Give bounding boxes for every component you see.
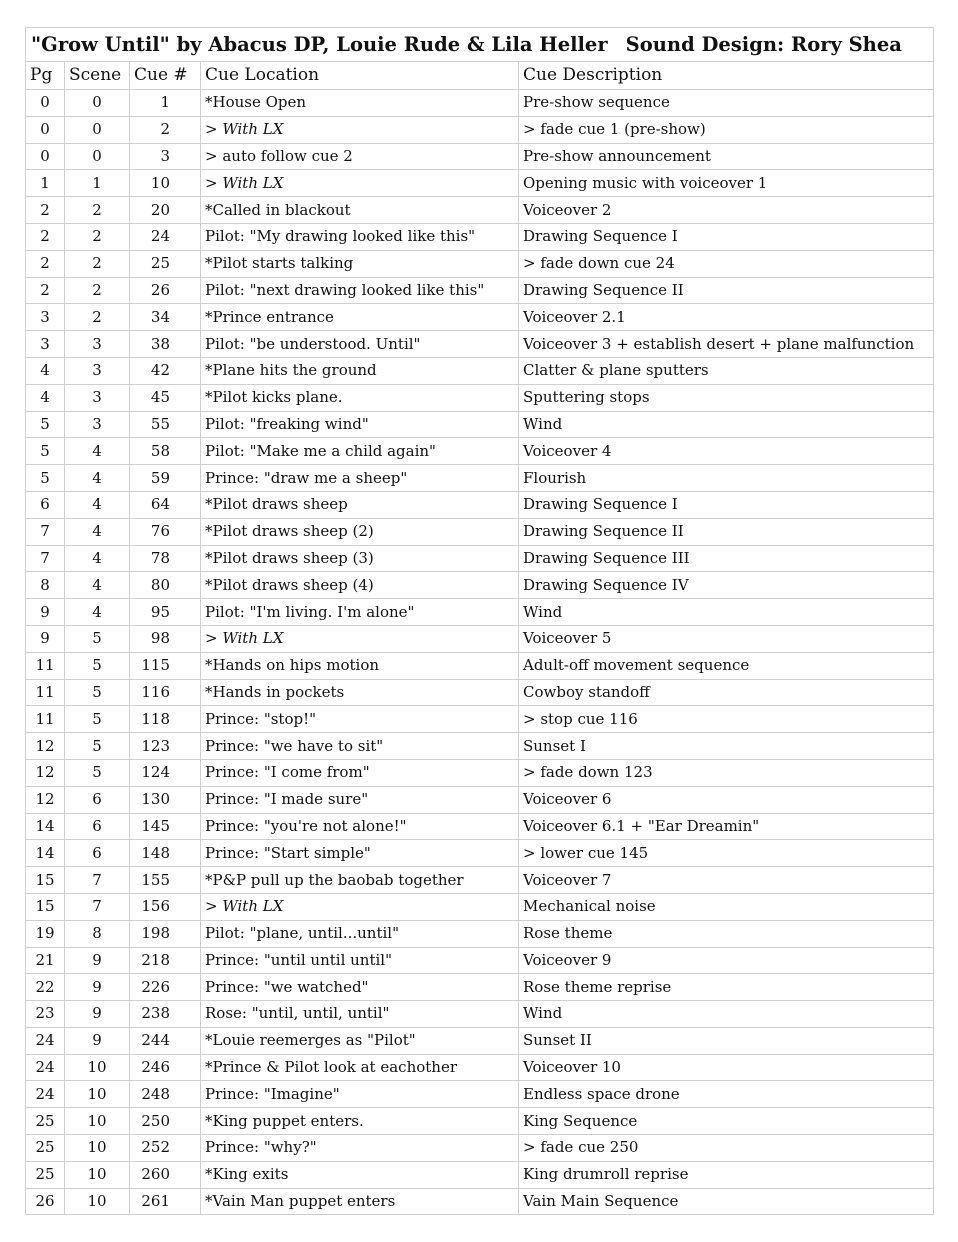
cue-location-cell: Prince: "I made sure" <box>201 786 519 813</box>
cue-number-cell: 156 <box>130 893 201 920</box>
cue-description-cell: Cowboy standoff <box>519 679 934 706</box>
cue-location-cell: Prince: "stop!" <box>201 706 519 733</box>
cue-location-cell: *House Open <box>201 90 519 117</box>
title-row <box>26 28 934 62</box>
table-row <box>26 384 934 411</box>
page-cell: 4 <box>26 357 65 384</box>
table-row <box>26 1188 934 1215</box>
scene-cell: 6 <box>65 786 130 813</box>
cue-table <box>25 27 934 1215</box>
column-header-description: Cue Description <box>519 62 934 90</box>
scene-cell: 9 <box>65 1001 130 1028</box>
page-cell: 0 <box>26 143 65 170</box>
table-row <box>26 250 934 277</box>
cue-number-cell: 78 <box>130 545 201 572</box>
page-cell: 25 <box>26 1161 65 1188</box>
table-row <box>26 840 934 867</box>
scene-cell: 3 <box>65 357 130 384</box>
cue-location-cell: Prince: "we have to sit" <box>201 733 519 760</box>
table-row <box>26 518 934 545</box>
cue-description-cell: Voiceover 4 <box>519 438 934 465</box>
table-row <box>26 759 934 786</box>
cue-location-cell: Pilot: "be understood. Until" <box>201 331 519 358</box>
cue-location-cell <box>201 893 519 920</box>
table-row <box>26 411 934 438</box>
page-cell: 25 <box>26 1108 65 1135</box>
cue-number-cell: 238 <box>130 1001 201 1028</box>
cue-description-cell: Rose theme reprise <box>519 974 934 1001</box>
table-row <box>26 920 934 947</box>
table-row <box>26 1161 934 1188</box>
cue-description-cell: > fade down cue 24 <box>519 250 934 277</box>
cue-number-cell: 261 <box>130 1188 201 1215</box>
table-row <box>26 1027 934 1054</box>
page-cell: 5 <box>26 411 65 438</box>
scene-cell: 0 <box>65 116 130 143</box>
cue-description-cell: Drawing Sequence I <box>519 491 934 518</box>
table-row <box>26 1081 934 1108</box>
column-header-location: Cue Location <box>201 62 519 90</box>
cue-description-cell: Voiceover 6.1 + "Ear Dreamin" <box>519 813 934 840</box>
cue-description-cell: Sunset II <box>519 1027 934 1054</box>
cue-number-cell: 45 <box>130 384 201 411</box>
scene-cell: 5 <box>65 625 130 652</box>
cue-number-cell: 124 <box>130 759 201 786</box>
scene-cell: 3 <box>65 384 130 411</box>
location-prefix: > <box>205 120 223 139</box>
cue-location-cell: *Pilot draws sheep <box>201 491 519 518</box>
cue-location-cell: Prince: "Imagine" <box>201 1081 519 1108</box>
page-cell: 3 <box>26 331 65 358</box>
cue-description-cell: Pre-show sequence <box>519 90 934 117</box>
cue-number-cell: 95 <box>130 599 201 626</box>
column-header-scene: Scene <box>65 62 130 90</box>
cue-number-cell: 226 <box>130 974 201 1001</box>
cue-description-cell: Voiceover 10 <box>519 1054 934 1081</box>
cue-location-cell: *Plane hits the ground <box>201 357 519 384</box>
cue-description-cell: Vain Main Sequence <box>519 1188 934 1215</box>
cue-number-cell: 25 <box>130 250 201 277</box>
page-cell: 8 <box>26 572 65 599</box>
table-row <box>26 893 934 920</box>
cue-location-cell: *Louie reemerges as "Pilot" <box>201 1027 519 1054</box>
scene-cell: 3 <box>65 411 130 438</box>
cue-description-cell: Voiceover 6 <box>519 786 934 813</box>
cue-location-cell: *King puppet enters. <box>201 1108 519 1135</box>
page-cell: 24 <box>26 1081 65 1108</box>
page-cell: 23 <box>26 1001 65 1028</box>
table-row <box>26 599 934 626</box>
cue-description-cell: Drawing Sequence III <box>519 545 934 572</box>
column-header-page: Pg <box>26 62 65 90</box>
scene-cell: 7 <box>65 867 130 894</box>
cue-number-cell: 246 <box>130 1054 201 1081</box>
table-row <box>26 813 934 840</box>
page-cell: 24 <box>26 1027 65 1054</box>
cue-number-cell: 123 <box>130 733 201 760</box>
cue-description-cell: King Sequence <box>519 1108 934 1135</box>
cue-number-cell: 76 <box>130 518 201 545</box>
table-row <box>26 1001 934 1028</box>
cue-location-cell: Pilot: "I'm living. I'm alone" <box>201 599 519 626</box>
cue-number-cell: 2 <box>130 116 201 143</box>
page-cell: 21 <box>26 947 65 974</box>
table-row <box>26 706 934 733</box>
cue-number-cell: 38 <box>130 331 201 358</box>
scene-cell: 10 <box>65 1054 130 1081</box>
cue-description-cell: Drawing Sequence IV <box>519 572 934 599</box>
cue-location-cell: Prince: "you're not alone!" <box>201 813 519 840</box>
scene-cell: 4 <box>65 491 130 518</box>
scene-cell: 2 <box>65 250 130 277</box>
cue-description-cell: Wind <box>519 411 934 438</box>
cue-description-cell: Clatter & plane sputters <box>519 357 934 384</box>
scene-cell: 6 <box>65 813 130 840</box>
cue-number-cell: 260 <box>130 1161 201 1188</box>
cue-description-cell: Voiceover 2 <box>519 197 934 224</box>
cue-number-cell: 55 <box>130 411 201 438</box>
page-cell: 3 <box>26 304 65 331</box>
cue-description-cell: King drumroll reprise <box>519 1161 934 1188</box>
cue-number-cell: 64 <box>130 491 201 518</box>
cue-number-cell: 80 <box>130 572 201 599</box>
sheet-title: "Grow Until" by Abacus DP, Louie Rude & Lila Heller <box>31 33 608 56</box>
cue-location-cell: *Pilot starts talking <box>201 250 519 277</box>
scene-cell: 4 <box>65 465 130 492</box>
table-row <box>26 1108 934 1135</box>
cue-number-cell: 20 <box>130 197 201 224</box>
cue-description-cell: Sputtering stops <box>519 384 934 411</box>
cue-location-cell: *Pilot draws sheep (2) <box>201 518 519 545</box>
table-row <box>26 465 934 492</box>
cue-location-cell: Pilot: "next drawing looked like this" <box>201 277 519 304</box>
location-prefix: > <box>205 897 223 916</box>
table-row <box>26 197 934 224</box>
cue-location-cell: Pilot: "My drawing looked like this" <box>201 223 519 250</box>
cue-description-cell: Voiceover 9 <box>519 947 934 974</box>
cue-number-cell: 58 <box>130 438 201 465</box>
cue-number-cell: 59 <box>130 465 201 492</box>
page-cell: 22 <box>26 974 65 1001</box>
page-cell: 1 <box>26 170 65 197</box>
scene-cell: 3 <box>65 331 130 358</box>
cue-description-cell: Drawing Sequence II <box>519 277 934 304</box>
scene-cell: 4 <box>65 599 130 626</box>
table-row <box>26 438 934 465</box>
cue-number-cell: 218 <box>130 947 201 974</box>
table-row <box>26 733 934 760</box>
cue-location-cell: Prince: "Start simple" <box>201 840 519 867</box>
page-cell: 14 <box>26 813 65 840</box>
location-italic-text: With LX <box>222 173 284 192</box>
table-row <box>26 277 934 304</box>
cue-location-cell: Prince: "until until until" <box>201 947 519 974</box>
page-cell: 11 <box>26 652 65 679</box>
table-row <box>26 947 934 974</box>
scene-cell: 2 <box>65 277 130 304</box>
cue-location-cell: *Prince entrance <box>201 304 519 331</box>
page-cell: 11 <box>26 679 65 706</box>
page-cell: 4 <box>26 384 65 411</box>
page-cell: 6 <box>26 491 65 518</box>
page-cell: 5 <box>26 465 65 492</box>
cue-number-cell: 3 <box>130 143 201 170</box>
cue-number-cell: 130 <box>130 786 201 813</box>
cue-number-cell: 198 <box>130 920 201 947</box>
table-row <box>26 652 934 679</box>
cue-description-cell: Mechanical noise <box>519 893 934 920</box>
sound-design-credit: Sound Design: Rory Shea <box>625 33 902 56</box>
cue-table-body <box>26 90 934 1215</box>
table-row <box>26 116 934 143</box>
cue-location-cell: Prince: "we watched" <box>201 974 519 1001</box>
location-prefix: > <box>205 173 223 192</box>
cue-location-cell: *Hands on hips motion <box>201 652 519 679</box>
scene-cell: 7 <box>65 893 130 920</box>
cue-description-cell: Wind <box>519 599 934 626</box>
cue-description-cell: > fade down 123 <box>519 759 934 786</box>
cue-sheet <box>25 27 933 1215</box>
scene-cell: 0 <box>65 90 130 117</box>
cue-description-cell: Voiceover 3 + establish desert + plane malfunction <box>519 331 934 358</box>
cue-number-cell: 155 <box>130 867 201 894</box>
table-row <box>26 545 934 572</box>
cue-number-cell: 26 <box>130 277 201 304</box>
cue-number-cell: 24 <box>130 223 201 250</box>
scene-cell: 6 <box>65 840 130 867</box>
cue-location-cell: *Vain Man puppet enters <box>201 1188 519 1215</box>
page-cell: 12 <box>26 759 65 786</box>
cue-number-cell: 250 <box>130 1108 201 1135</box>
page-cell: 19 <box>26 920 65 947</box>
cue-description-cell: > fade cue 1 (pre-show) <box>519 116 934 143</box>
cue-location-cell: Prince: "draw me a sheep" <box>201 465 519 492</box>
cue-number-cell: 10 <box>130 170 201 197</box>
cue-description-cell: Rose theme <box>519 920 934 947</box>
table-row <box>26 357 934 384</box>
page-cell: 9 <box>26 625 65 652</box>
scene-cell: 4 <box>65 518 130 545</box>
scene-cell: 9 <box>65 974 130 1001</box>
page-cell: 12 <box>26 786 65 813</box>
cue-location-cell: Rose: "until, until, until" <box>201 1001 519 1028</box>
cue-number-cell: 42 <box>130 357 201 384</box>
page-cell: 25 <box>26 1135 65 1162</box>
cue-location-cell: Pilot: "Make me a child again" <box>201 438 519 465</box>
cue-description-cell: Pre-show announcement <box>519 143 934 170</box>
page-cell: 15 <box>26 867 65 894</box>
cue-description-cell: > stop cue 116 <box>519 706 934 733</box>
scene-cell: 10 <box>65 1188 130 1215</box>
cue-number-cell: 252 <box>130 1135 201 1162</box>
cue-location-cell: Prince: "I come from" <box>201 759 519 786</box>
cue-number-cell: 244 <box>130 1027 201 1054</box>
scene-cell: 2 <box>65 304 130 331</box>
table-row <box>26 572 934 599</box>
page-cell: 0 <box>26 116 65 143</box>
cue-location-cell: *Pilot draws sheep (3) <box>201 545 519 572</box>
page-cell: 15 <box>26 893 65 920</box>
cue-location-cell: *Pilot draws sheep (4) <box>201 572 519 599</box>
cue-location-cell: *Prince & Pilot look at eachother <box>201 1054 519 1081</box>
cue-number-cell: 34 <box>130 304 201 331</box>
cue-number-cell: 145 <box>130 813 201 840</box>
cue-description-cell: Endless space drone <box>519 1081 934 1108</box>
scene-cell: 10 <box>65 1161 130 1188</box>
cue-location-cell: *Hands in pockets <box>201 679 519 706</box>
cue-location-cell <box>201 116 519 143</box>
table-row <box>26 90 934 117</box>
scene-cell: 9 <box>65 1027 130 1054</box>
cue-location-cell: *Called in blackout <box>201 197 519 224</box>
page-cell: 26 <box>26 1188 65 1215</box>
page-cell: 7 <box>26 545 65 572</box>
location-prefix: > <box>205 629 223 648</box>
page-cell: 7 <box>26 518 65 545</box>
cue-description-cell: > lower cue 145 <box>519 840 934 867</box>
cue-location-cell: *P&P pull up the baobab together <box>201 867 519 894</box>
table-row <box>26 223 934 250</box>
page-cell: 12 <box>26 733 65 760</box>
cue-location-cell <box>201 170 519 197</box>
scene-cell: 5 <box>65 679 130 706</box>
scene-cell: 2 <box>65 197 130 224</box>
location-italic-text: With LX <box>222 897 284 916</box>
cue-number-cell: 248 <box>130 1081 201 1108</box>
page-cell: 2 <box>26 277 65 304</box>
table-row <box>26 1135 934 1162</box>
scene-cell: 0 <box>65 143 130 170</box>
table-row <box>26 1054 934 1081</box>
cue-location-cell: Prince: "why?" <box>201 1135 519 1162</box>
cue-number-cell: 118 <box>130 706 201 733</box>
scene-cell: 5 <box>65 652 130 679</box>
cue-description-cell: Drawing Sequence II <box>519 518 934 545</box>
cue-location-cell: Pilot: "plane, until...until" <box>201 920 519 947</box>
cue-description-cell: Voiceover 7 <box>519 867 934 894</box>
cue-number-cell: 116 <box>130 679 201 706</box>
table-row <box>26 170 934 197</box>
scene-cell: 1 <box>65 170 130 197</box>
cue-number-cell: 115 <box>130 652 201 679</box>
scene-cell: 8 <box>65 920 130 947</box>
scene-cell: 5 <box>65 733 130 760</box>
sheet-title-cell <box>26 28 934 62</box>
scene-cell: 4 <box>65 545 130 572</box>
scene-cell: 10 <box>65 1108 130 1135</box>
page-cell: 9 <box>26 599 65 626</box>
location-italic-text: With LX <box>222 629 284 648</box>
table-row <box>26 143 934 170</box>
table-row <box>26 867 934 894</box>
column-header-row <box>26 62 934 90</box>
table-row <box>26 679 934 706</box>
cue-location-cell <box>201 625 519 652</box>
table-row <box>26 974 934 1001</box>
cue-location-cell: *Pilot kicks plane. <box>201 384 519 411</box>
page-cell: 24 <box>26 1054 65 1081</box>
scene-cell: 5 <box>65 759 130 786</box>
cue-description-cell: > fade cue 250 <box>519 1135 934 1162</box>
scene-cell: 4 <box>65 438 130 465</box>
table-row <box>26 491 934 518</box>
table-row <box>26 625 934 652</box>
page-cell: 2 <box>26 197 65 224</box>
scene-cell: 10 <box>65 1081 130 1108</box>
cue-description-cell: Sunset I <box>519 733 934 760</box>
cue-description-cell: Adult-off movement sequence <box>519 652 934 679</box>
scene-cell: 4 <box>65 572 130 599</box>
cue-number-cell: 1 <box>130 90 201 117</box>
location-italic-text: With LX <box>222 120 284 139</box>
column-header-cue: Cue # <box>130 62 201 90</box>
cue-description-cell: Drawing Sequence I <box>519 223 934 250</box>
cue-number-cell: 98 <box>130 625 201 652</box>
table-row <box>26 786 934 813</box>
scene-cell: 5 <box>65 706 130 733</box>
cue-location-cell: *King exits <box>201 1161 519 1188</box>
cue-description-cell: Voiceover 2.1 <box>519 304 934 331</box>
page-cell: 2 <box>26 250 65 277</box>
cue-description-cell: Wind <box>519 1001 934 1028</box>
page-cell: 11 <box>26 706 65 733</box>
scene-cell: 2 <box>65 223 130 250</box>
scene-cell: 9 <box>65 947 130 974</box>
cue-number-cell: 148 <box>130 840 201 867</box>
cue-description-cell: Flourish <box>519 465 934 492</box>
page-cell: 14 <box>26 840 65 867</box>
table-row <box>26 331 934 358</box>
cue-location-cell: Pilot: "freaking wind" <box>201 411 519 438</box>
page-cell: 5 <box>26 438 65 465</box>
scene-cell: 10 <box>65 1135 130 1162</box>
page-cell: 0 <box>26 90 65 117</box>
page-cell: 2 <box>26 223 65 250</box>
cue-description-cell: Voiceover 5 <box>519 625 934 652</box>
table-row <box>26 304 934 331</box>
cue-description-cell: Opening music with voiceover 1 <box>519 170 934 197</box>
cue-location-cell: > auto follow cue 2 <box>201 143 519 170</box>
